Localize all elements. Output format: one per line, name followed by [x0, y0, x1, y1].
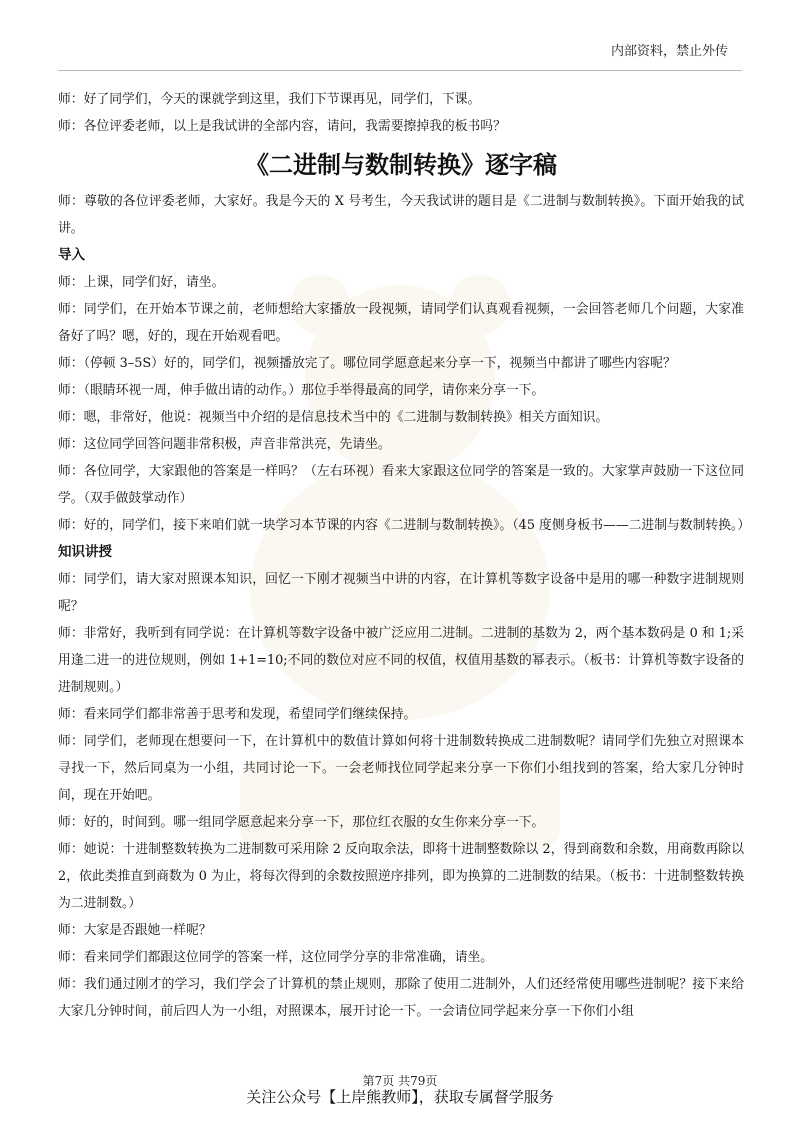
- dialogue-paragraph: 师：（眼睛环视一周，伸手做出请的动作。）那位手举得最高的同学，请你来分享一下。: [58, 383, 545, 398]
- dialogue-paragraph: 师：看来同学们都跟这位同学的答案一样，这位同学分享的非常准确，请坐。: [58, 950, 494, 965]
- dialogue-paragraph: 师：嗯，非常好，他说：视频当中介绍的是信息技术当中的《二进制与数制转换》相关方面知识。: [58, 410, 609, 425]
- dialogue-paragraph: 师：好的，同学们，接下来咱们就一块学习本节课的内容《二进制与数制转换》。（45 度侧身板书——二进制与数制转换。）: [58, 518, 751, 533]
- dialogue-paragraph: 师：看来同学们都非常善于思考和发现，希望同学们继续保持。: [58, 707, 417, 722]
- dialogue-paragraph: 师：我们通过刚才的学习，我们学会了计算机的禁止规则，那除了使用二进制外，人们还经常使用哪些进制呢？接下来给大家几分钟时间，前后四人为一小组，对照课本，展开讨论一下。一会请位同学起来分享一下你们小组: [58, 977, 744, 1019]
- header-confidential-note: 内部资料，禁止外传: [610, 44, 728, 59]
- dialogue-paragraph: 师：这位同学回答问题非常积极，声音非常洪亮，先请坐。: [58, 437, 391, 452]
- section-heading: 知识讲授: [58, 544, 112, 560]
- dialogue-paragraph: 师：她说：十进制整数转换为二进制数可采用除 2 反向取余法，即将十进制整数除以 2，得到商数和余数，用商数再除以 2，依此类推直到商数为 0 为止，将每次得到的余数按照逆序排列，即为换算的二进制数的结果。（板书：十进制整数转换为二进制数。）: [58, 842, 744, 911]
- dialogue-paragraph: 师：同学们，请大家对照课本知识，回忆一下刚才视频当中讲的内容，在计算机等数字设备中是用的哪一种数字进制规则呢？: [58, 572, 744, 614]
- dialogue-paragraph: 师：好的，时间到。哪一组同学愿意起来分享一下，那位红衣服的女生你来分享一下。: [58, 815, 545, 830]
- dialogue-paragraph: 师：（停顿 3–5S）好的，同学们，视频播放完了。哪位同学愿意起来分享一下，视频当中都讲了哪些内容呢？: [58, 356, 676, 371]
- dialogue-paragraph: 师：各位同学，大家跟他的答案是一样吗？（左右环视）看来大家跟这位同学的答案是一致的。大家掌声鼓励一下这位同学。（双手做鼓掌动作）: [58, 464, 744, 506]
- dialogue-paragraph: 师：尊敬的各位评委老师，大家好。我是今天的 X 号考生，今天我试讲的题目是《二进制与数制转换》。下面开始我的试讲。: [58, 194, 744, 236]
- dialogue-paragraph: 师：同学们，老师现在想要问一下，在计算机中的数值计算如何将十进制数转换成二进制数呢？请同学们先独立对照课本寻找一下，然后同桌为一小组，共同讨论一下。一会老师找位同学起来分享一下你们小组找到的答案，给大家几分钟时间，现在开始吧。: [58, 734, 744, 803]
- document-title: 《二进制与数制转换》逐字稿: [245, 151, 557, 179]
- dialogue-paragraph: 师：好了同学们，今天的课就学到这里，我们下节课再见，同学们，下课。: [58, 92, 481, 107]
- dialogue-paragraph: 师：上课，同学们好，请坐。: [58, 275, 225, 290]
- footer-promo-text: 关注公众号【上岸熊教师】，获取专属督学服务: [246, 1088, 554, 1106]
- document-body: [58, 86, 751, 1025]
- dialogue-paragraph: 师：大家是否跟她一样呢？: [58, 923, 212, 938]
- header-divider: [58, 70, 742, 71]
- page-number: 第7页 共79页: [362, 1074, 438, 1088]
- section-heading: 导入: [58, 247, 85, 263]
- dialogue-paragraph: 师：同学们，在开始本节课之前，老师想给大家播放一段视频，请同学们认真观看视频，一会回答老师几个问题，大家准备好了吗？嗯，好的，现在开始观看吧。: [58, 302, 744, 344]
- dialogue-paragraph: 师：非常好，我听到有同学说：在计算机等数字设备中被广泛应用二进制。二进制的基数为 2，两个基本数码是 0 和 1;采用逢二进一的进位规则，例如 1+1=10;不同的数位对应不同的权值，权值用基数的幂表示。（板书：计算机等数字设备的进制规则。）: [58, 626, 744, 695]
- dialogue-paragraph: 师：各位评委老师，以上是我试讲的全部内容，请问，我需要擦掉我的板书吗？: [58, 119, 506, 134]
